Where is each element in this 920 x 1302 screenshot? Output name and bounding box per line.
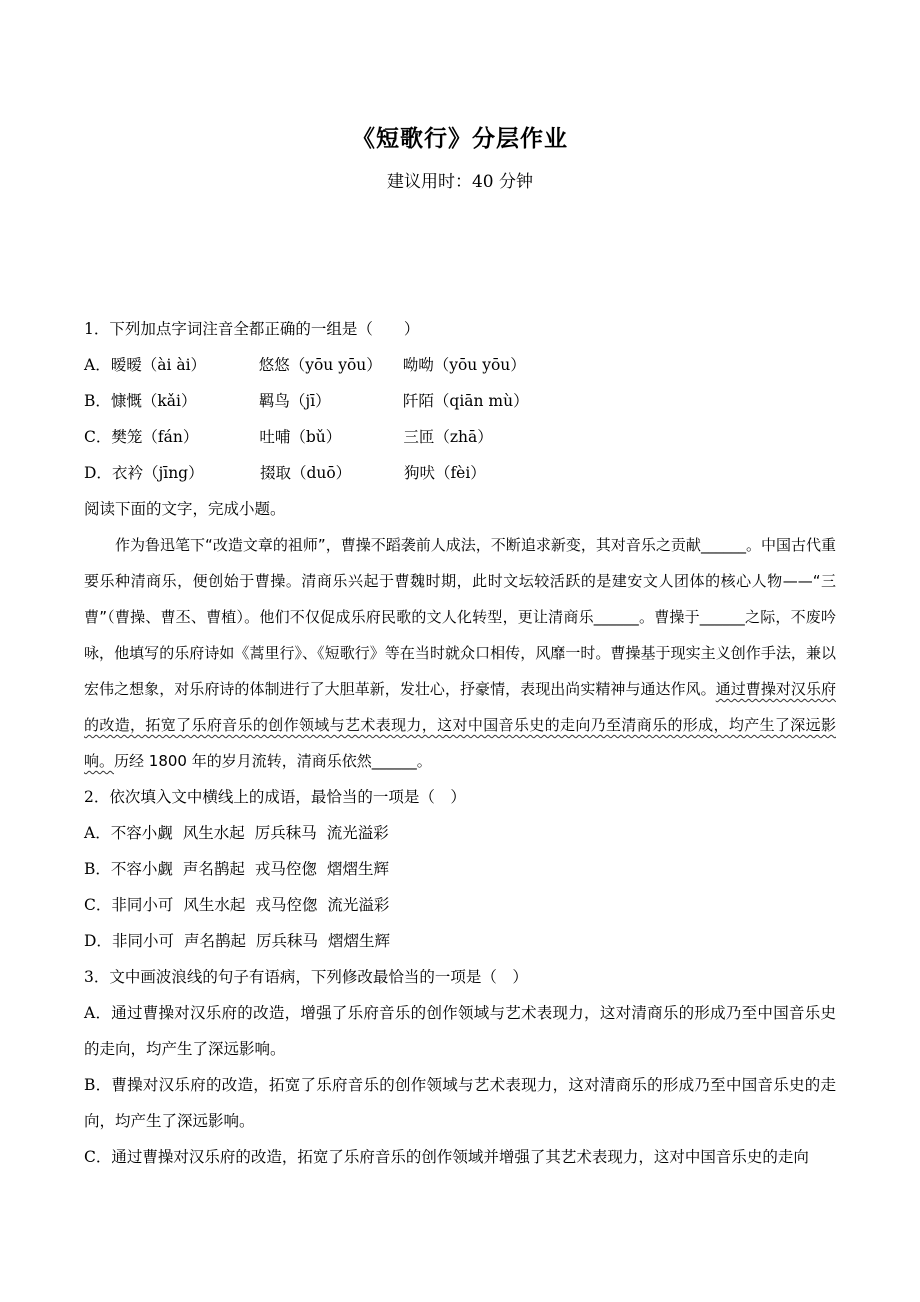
page-subtitle: 建议用时：40 分钟	[386, 172, 534, 192]
q2-stem: 2．依次填入文中横线上的成语，最恰当的一项是（ ）	[84, 788, 466, 806]
passage-text-end: 历经 1800 年的岁月流转，清商乐依然______。	[114, 752, 432, 770]
option-item: 阡陌（qiān mù）	[402, 392, 529, 410]
idiom: 非同小可	[111, 896, 174, 914]
idiom: 戎马倥偬	[254, 860, 317, 878]
idiom: 流光溢彩	[327, 896, 390, 914]
option-item: 悠悠（yōu yōu）	[258, 356, 382, 374]
option-label: A．	[84, 356, 111, 374]
q3-option-b	[84, 1067, 836, 1139]
option-item: 暧暧（ài ài）	[110, 356, 207, 374]
option-text: 通过曹操对汉乐府的改造，增强了乐府音乐的创作领域与艺术表现力，这对清商乐的形成乃至中国音乐史的走向，均产生了深远影响。	[84, 1004, 836, 1058]
idiom: 风生水起	[182, 824, 245, 842]
idiom: 熠熠生辉	[327, 932, 390, 950]
option-item: 羁鸟（jī）	[258, 392, 331, 410]
idiom: 流光溢彩	[326, 824, 389, 842]
option-text: 曹操对汉乐府的改造，拓宽了乐府音乐的创作领域与艺术表现力，这对清商乐的形成乃至中国音乐史的走向，均产生了深远影响。	[84, 1076, 836, 1130]
option-item: 樊笼（fán）	[111, 428, 199, 446]
option-item: 慷慨（kǎi）	[110, 392, 197, 410]
idiom: 戎马倥偬	[255, 896, 318, 914]
document-content	[84, 311, 836, 1175]
idiom: 厉兵秣马	[254, 824, 317, 842]
page-title: 《短歌行》分层作业	[352, 125, 568, 152]
idiom: 声名鹊起	[183, 932, 246, 950]
q2-option-d	[84, 923, 836, 959]
reading-passage	[84, 527, 836, 779]
idiom: 声名鹊起	[182, 860, 245, 878]
q1-option-b	[84, 383, 836, 419]
option-item: 掇取（duō）	[259, 464, 352, 482]
q1-option-a	[84, 347, 836, 383]
idiom: 熠熠生辉	[326, 860, 389, 878]
q2-option-a	[84, 815, 836, 851]
q1-option-d	[84, 455, 836, 491]
option-label: B．	[84, 392, 111, 410]
option-text: 通过曹操对汉乐府的改造，拓宽了乐府音乐的创作领域并增强了其艺术表现力，这对中国音乐史的走向	[111, 1148, 809, 1166]
q3-option-c	[84, 1139, 836, 1175]
option-label: D．	[84, 932, 112, 950]
option-item: 三匝（zhā）	[403, 428, 493, 446]
option-item: 狗吠（fèi）	[403, 464, 486, 482]
option-label: B．	[84, 860, 111, 878]
idiom: 厉兵秣马	[255, 932, 318, 950]
idiom: 不容小觑	[110, 824, 173, 842]
q1-option-c	[84, 419, 836, 455]
option-label: A．	[84, 824, 111, 842]
q1-stem: 1．下列加点字词注音全都正确的一组是（ ）	[84, 320, 420, 338]
option-item: 吐哺（bǔ）	[259, 428, 342, 446]
wavy-underlined-sentence: 通过曹操对汉乐府的改造，拓宽了乐府音乐的创作领域与艺术表现力，这对中国音乐史的走向乃至清商乐的形成，均产生了深远影响。	[84, 680, 836, 770]
idiom: 非同小可	[111, 932, 174, 950]
reading-intro: 阅读下面的文字，完成小题。	[84, 500, 286, 518]
option-label: D．	[84, 464, 112, 482]
idiom: 风生水起	[183, 896, 246, 914]
q2-option-b	[84, 851, 836, 887]
option-label: C．	[84, 1148, 112, 1166]
option-item: 衣衿（jīng）	[111, 464, 204, 482]
option-label: A．	[84, 1004, 112, 1022]
q3-stem: 3．文中画波浪线的句子有语病，下列修改最恰当的一项是（ ）	[84, 968, 528, 986]
option-label: C．	[84, 428, 112, 446]
idiom: 不容小觑	[110, 860, 173, 878]
passage-text: 作为鲁迅笔下“改造文章的祖师”，曹操不蹈袭前人成法，不断追求新变，其对音乐之贡献______。中国古代重要乐种清商乐，便创始于曹操。清商乐兴起于曹魏时期，此时文坛较活跃的是建安文人团体的核心人物——“三曹”（曹操、曹丕、曹植）。他们不仅促成乐府民歌的文人化转型，更让清商乐______。曹操于______之际，不废吟咏，他填写的乐府诗如《蒿里行》、《短歌行》等在当时就众口相传，风靡一时。曹操基于现实主义创作手法，兼以宏伟之想象，对乐府诗的体制进行了大胆革新，发壮心，抒豪情，表现出尚实精神与通达作风。	[84, 536, 836, 698]
option-label: B．	[84, 1076, 112, 1094]
option-label: C．	[84, 896, 112, 914]
q3-option-a	[84, 995, 836, 1067]
option-item: 呦呦（yōu yōu）	[402, 356, 526, 374]
q2-option-c	[84, 887, 836, 923]
